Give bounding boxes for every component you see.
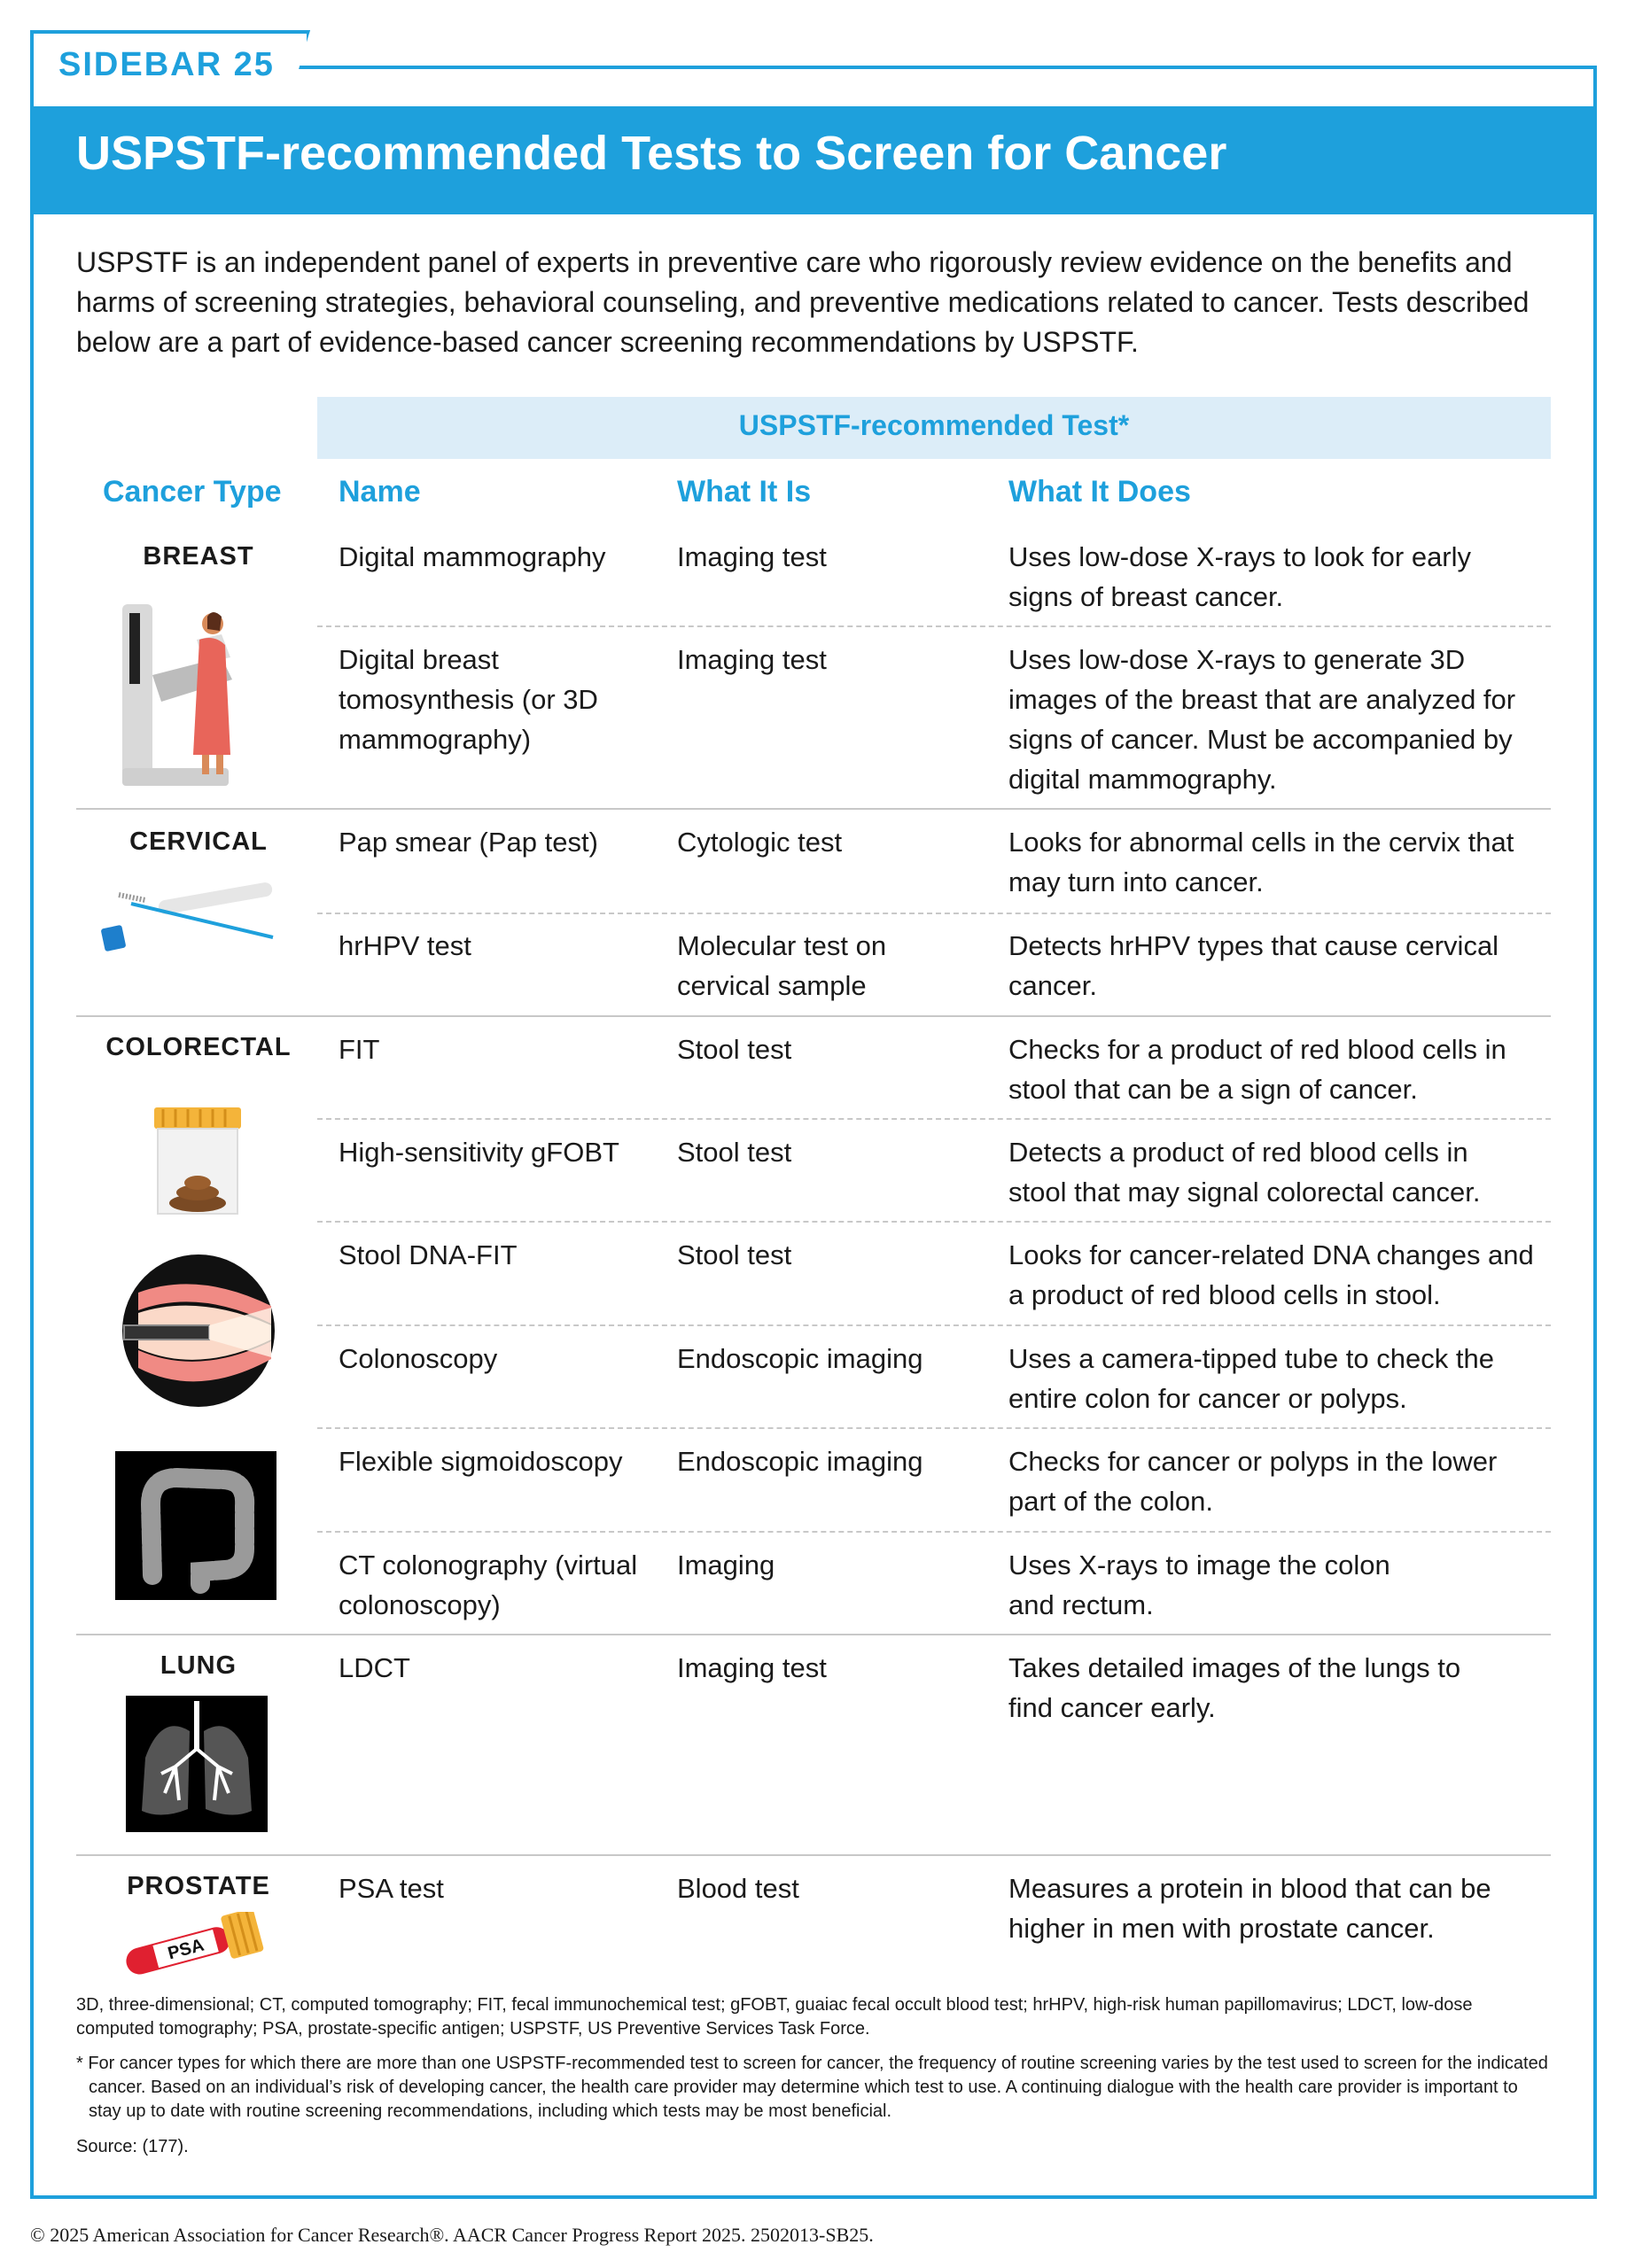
table-cell-what-it-is: Imaging test — [677, 541, 827, 572]
table-cell-name: Digital breast tomosynthesis (or 3D mammography) — [339, 644, 598, 755]
table-cell-what-it-is: Endoscopic imaging — [677, 1343, 923, 1374]
table-cell-what-it-does: Looks for abnormal cells in the cervix that may turn into cancer. — [1008, 827, 1514, 897]
table-cell-what-it-does: Checks for a product of red blood cells in stool that can be a sign of cancer. — [1008, 1034, 1506, 1105]
cancer-type-prostate: PROSTATE — [127, 1872, 270, 1900]
table-cell-name: High-sensitivity gFOBT — [339, 1137, 619, 1168]
cancer-type-breast: BREAST — [143, 542, 254, 571]
row-divider — [317, 1118, 1551, 1120]
column-header-name: Name — [339, 475, 421, 509]
table-cell-what-it-is: Cytologic test — [677, 827, 843, 858]
footnote-abbreviations: 3D, three-dimensional; CT, computed tomography; FIT, fecal immunochemical test; gFOBT, guaiac fecal occult blood test; hrHPV, high-risk human papillomavirus; LDCT, low-dose computed tomography; PSA, prostate-specific antigen; USPSTF, US Preventive Services Task Force. — [76, 1995, 1473, 2039]
row-divider — [317, 1324, 1551, 1326]
footnote-asterisk: * For cancer types for which there are more than one USPSTF-recommended test to screen for cancer, the frequency of routine screening varies by the test used to screen for the indicated cancer. Based on an individual’s risk of developing cancer, the health care provider may determine which test to use. A continuing dialogue with the health care provider is important to stay up to date with routine screening recommendations, including which tests may be most beneficial. — [76, 2054, 1548, 2121]
colon-xray-icon — [115, 1451, 276, 1600]
table-cell-what-it-does: Uses low-dose X-rays to look for early signs of breast cancer. — [1008, 541, 1472, 612]
table-cell-name: Stool DNA-FIT — [339, 1239, 518, 1270]
psa-tube-label: PSA — [166, 1935, 206, 1964]
section-divider — [76, 808, 1551, 810]
table-cell-what-it-is: Endoscopic imaging — [677, 1446, 923, 1477]
table-cell-what-it-is: Stool test — [677, 1137, 792, 1168]
table-cell-what-it-is: Imaging — [677, 1550, 775, 1581]
intro-paragraph: USPSTF is an independent panel of experts in preventive care who rigorously review evidence on the benefits and harms of screening strategies, behavioral counseling, and preventive medications related to cancer. Tests described below are a part of evidence-based cancer screening recommendations by USPSTF. — [76, 246, 1530, 358]
mammography-machine-icon — [115, 595, 248, 790]
table-cell-name: PSA test — [339, 1873, 444, 1904]
table-cell-what-it-does: Uses a camera-tipped tube to check the entire colon for cancer or polyps. — [1008, 1343, 1494, 1414]
cancer-type-cervical: CERVICAL — [129, 827, 268, 856]
table-cell-name: Digital mammography — [339, 541, 606, 572]
table-cell-what-it-does: Uses X-rays to image the colon and rectum. — [1008, 1550, 1390, 1620]
table-cell-what-it-does: Takes detailed images of the lungs to find cancer early. — [1008, 1652, 1461, 1723]
table-cell-what-it-is: Imaging test — [677, 644, 827, 675]
table-cell-name: Colonoscopy — [339, 1343, 498, 1374]
section-divider — [76, 1634, 1551, 1635]
column-header-what-it-does: What It Does — [1008, 475, 1191, 509]
section-divider — [76, 1015, 1551, 1017]
stool-sample-container-icon — [149, 1104, 246, 1219]
cancer-type-colorectal: COLORECTAL — [105, 1033, 292, 1061]
table-cell-name: CT colonography (virtual colonoscopy) — [339, 1550, 638, 1620]
pap-smear-swab-icon — [96, 874, 291, 962]
section-divider — [76, 1854, 1551, 1856]
cancer-type-lung: LUNG — [160, 1651, 237, 1680]
table-cell-what-it-does: Looks for cancer-related DNA changes and a product of red blood cells in stool. — [1008, 1239, 1534, 1310]
column-header-cancer-type: Cancer Type — [103, 475, 282, 509]
page-title: USPSTF-recommended Tests to Screen for Cancer — [76, 127, 1227, 180]
table-cell-what-it-is: Molecular test on cervical sample — [677, 930, 887, 1001]
table-cell-what-it-is: Blood test — [677, 1873, 799, 1904]
table-cell-what-it-does: Detects hrHPV types that cause cervical cancer. — [1008, 930, 1499, 1001]
footnote-source: Source: (177). — [76, 2137, 189, 2156]
table-cell-what-it-is: Stool test — [677, 1034, 792, 1065]
table-cell-what-it-is: Stool test — [677, 1239, 792, 1270]
row-divider — [317, 1531, 1551, 1533]
copyright-line: © 2025 American Association for Cancer Research®. AACR Cancer Progress Report 2025. 2502013-SB25. — [30, 2224, 874, 2246]
lungs-xray-icon — [126, 1696, 268, 1832]
table-cell-what-it-does: Detects a product of red blood cells in stool that may signal colorectal cancer. — [1008, 1137, 1481, 1208]
group-header: USPSTF-recommended Test* — [738, 409, 1130, 441]
row-divider — [317, 913, 1551, 914]
column-header-what-it-is: What It Is — [677, 475, 812, 509]
row-divider — [317, 1221, 1551, 1223]
table-cell-what-it-does: Uses low-dose X-rays to generate 3D images of the breast that are analyzed for signs of cancer. Must be accompanied by digital mammography. — [1008, 644, 1516, 795]
table-cell-what-it-does: Checks for cancer or polyps in the lower part of the colon. — [1008, 1446, 1498, 1517]
sidebar-label: SIDEBAR 25 — [58, 46, 275, 83]
row-divider — [317, 1427, 1551, 1429]
row-divider — [317, 625, 1551, 627]
table-cell-name: Pap smear (Pap test) — [339, 827, 598, 858]
table-cell-name: LDCT — [339, 1652, 410, 1683]
table-cell-name: hrHPV test — [339, 930, 471, 961]
colonoscopy-camera-icon — [121, 1253, 276, 1409]
table-cell-name: FIT — [339, 1034, 380, 1065]
table-cell-what-it-does: Measures a protein in blood that can be higher in men with prostate cancer. — [1008, 1873, 1491, 1944]
table-cell-what-it-is: Imaging test — [677, 1652, 827, 1683]
psa-blood-tube-icon — [119, 1912, 269, 1979]
table-cell-name: Flexible sigmoidoscopy — [339, 1446, 623, 1477]
